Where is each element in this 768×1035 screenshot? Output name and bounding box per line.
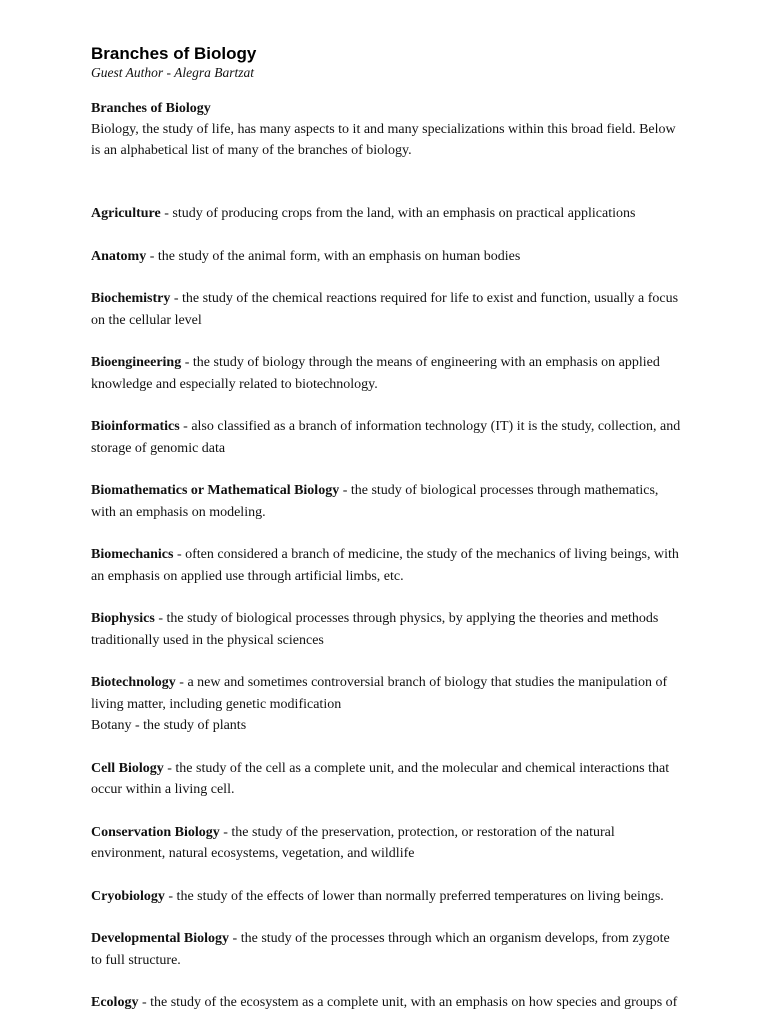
branch-definition: - the study of the preservation, protection, or restoration of the natural environment, natural ecosystems, vegetation, and wildlife: [91, 824, 615, 861]
branch-definition: - also classified as a branch of information technology (IT) it is the study, collection, and storage of genomic data: [91, 419, 681, 456]
branch-term: Biomathematics or Mathematical Biology: [91, 483, 340, 498]
branch-term: Bioinformatics: [91, 419, 180, 434]
branch-definition: - the study of the ecosystem as a complete unit, with an emphasis on how species and groups of: [138, 995, 678, 1010]
branch-definition: - the study of biological processes through physics, by applying the theories and methods traditionally used in the physical sciences: [91, 611, 659, 648]
list-item: [91, 416, 683, 459]
branch-definition: - the study of the cell as a complete unit, and the molecular and chemical interactions that occur within a living cell.: [91, 760, 670, 797]
branch-term: Agriculture: [91, 206, 161, 221]
branch-term: Biomechanics: [91, 547, 174, 562]
section-heading: Branches of Biology: [91, 101, 211, 116]
branch-term: Cell Biology: [91, 760, 164, 776]
author-byline: Guest Author - Alegra Bartzat: [91, 65, 255, 80]
list-item: [91, 672, 683, 737]
list-item: [91, 352, 683, 395]
branch-definition: - the study of the animal form, with an emphasis on human bodies: [146, 248, 521, 264]
list-item: [91, 886, 683, 908]
branch-definition: - the study of the effects of lower than normally preferred temperatures on living beings.: [164, 888, 664, 904]
branch-definition: - the study of the processes through which an organism develops, from zygote to full structure.: [91, 931, 670, 968]
branch-definition: - the study of biological processes through mathematics, with an emphasis on modeling.: [91, 483, 659, 520]
branch-term: Ecology: [91, 995, 139, 1010]
branch-definition: - a new and sometimes controversial branch of biology that studies the manipulation of living matter, including genetic modification: [91, 675, 668, 712]
branch-term: Cryobiology: [91, 888, 165, 904]
branch-term: Anatomy: [91, 248, 147, 264]
list-item: [91, 822, 683, 865]
list-item: [91, 480, 683, 523]
list-item: [91, 288, 683, 331]
branch-term: Biochemistry: [91, 291, 171, 306]
branch-list: [91, 203, 683, 1014]
list-item: [91, 928, 683, 971]
branch-term: Conservation Biology: [91, 824, 220, 840]
branch-term: Bioengineering: [91, 355, 182, 370]
branch-extra-line: Botany - the study of plants: [91, 718, 247, 733]
document-page: [91, 44, 683, 1035]
list-item: [91, 203, 683, 225]
document-title: Branches of Biology: [91, 44, 257, 63]
branch-definition: - the study of biology through the means of engineering with an emphasis on applied knowledge and especially related to biotechnology.: [91, 355, 660, 392]
branch-term: Biophysics: [91, 611, 155, 626]
branch-term: Biotechnology: [91, 675, 176, 690]
list-item: [91, 758, 683, 801]
list-item: [91, 992, 683, 1014]
list-item: [91, 246, 683, 268]
list-item: [91, 608, 683, 651]
branch-definition: - often considered a branch of medicine, the study of the mechanics of living beings, with an emphasis on applied use through artificial limbs, etc.: [91, 547, 679, 584]
intro-paragraph: Biology, the study of life, has many aspects to it and many specializations within this broad field. Below is an alphabetical list of many of the branches of biology.: [91, 122, 676, 158]
branch-term: Developmental Biology: [91, 931, 230, 946]
list-item: [91, 544, 683, 587]
branch-definition: - study of producing crops from the land, with an emphasis on practical applications: [160, 206, 636, 221]
branch-definition: - the study of the chemical reactions required for life to exist and function, usually a focus on the cellular level: [91, 291, 679, 328]
